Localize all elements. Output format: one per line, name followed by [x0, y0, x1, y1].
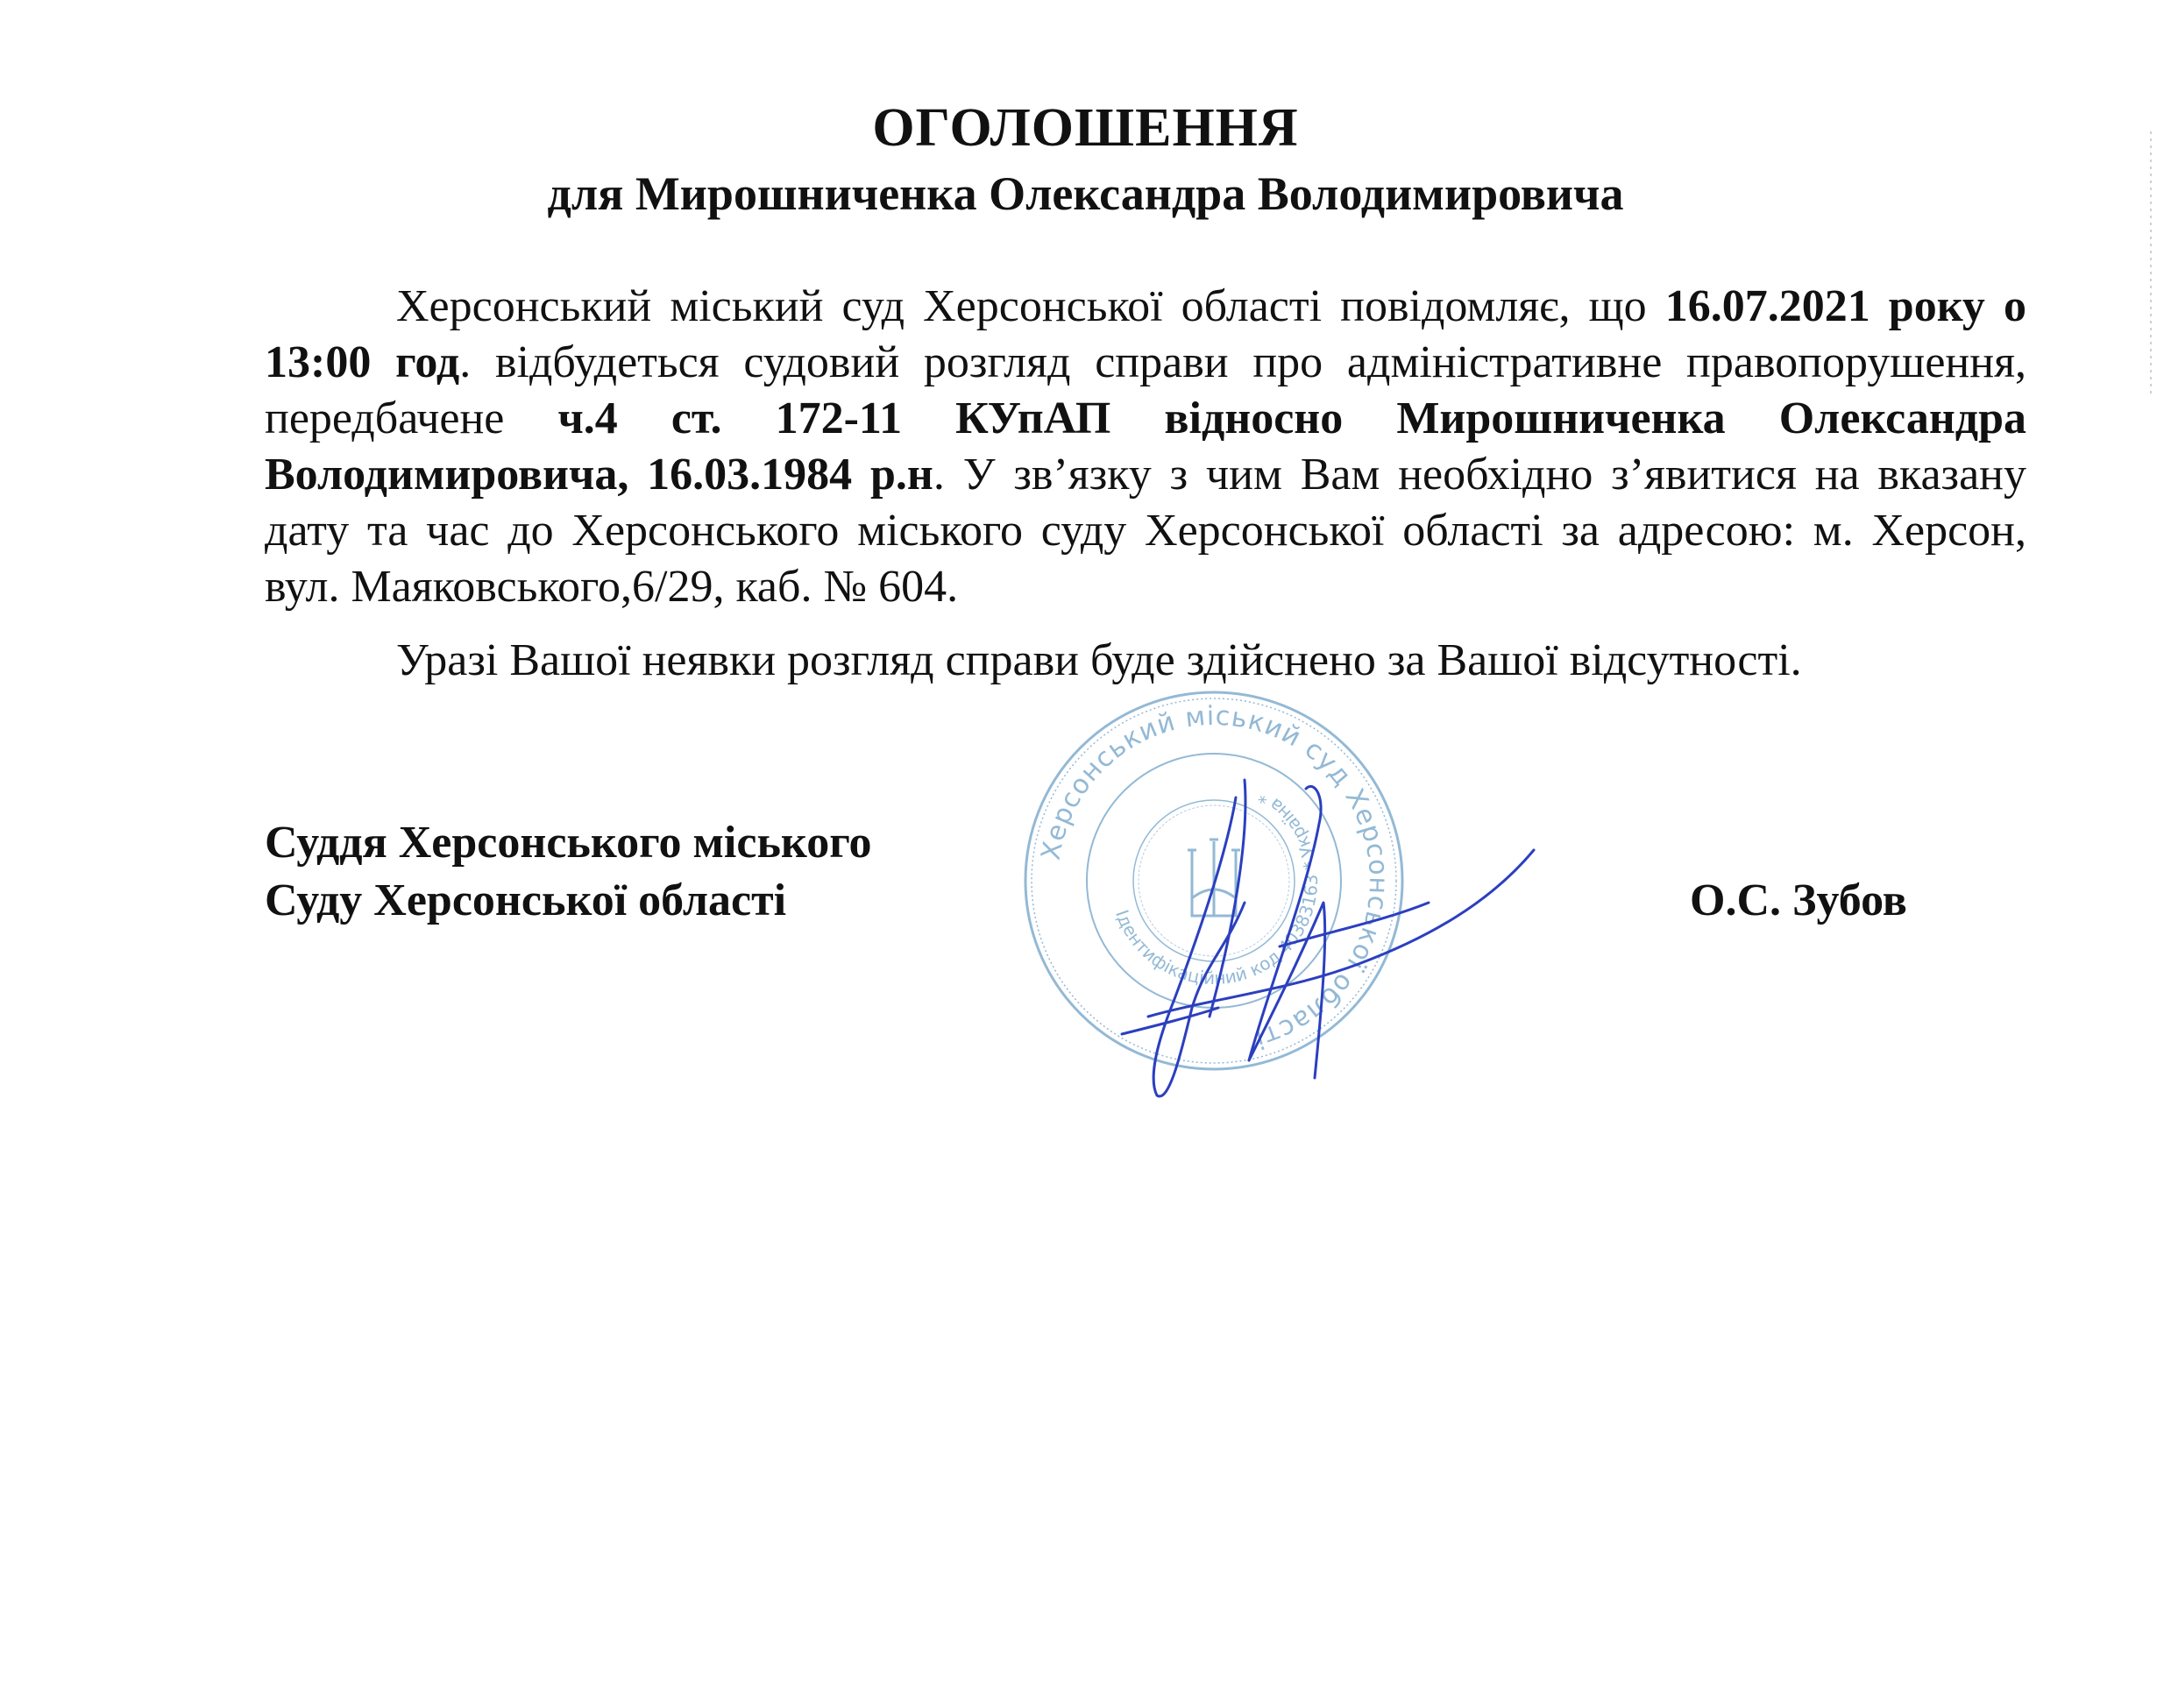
svg-text:Херсонський міський суд Херсон: Херсонський міський суд Херсонської області: [1035, 700, 1394, 1055]
document-subtitle: для Мирошниченка Олександра Володимировича: [547, 167, 1624, 220]
notice-text-middle: . відбудеться судовий розгляд справи про адміністративне правопорушення, передбачене: [265, 337, 2026, 443]
offense-and-person: ч.4 ст. 172-11 КУпАП відносно Мирошниченка Олександра Володимировича, 16.03.1984 р.н: [265, 393, 2027, 500]
hearing-datetime: 16.07.2021 року о 13:00 год: [265, 281, 2026, 387]
judge-name: О.С. Зубов: [1690, 875, 1907, 925]
judge-signature: [1096, 727, 1551, 1130]
notice-text-address: . У зв’язку з чим Вам необхідно з’явитися на вказану дату та час до Херсонського міського суду Херсонської області за адресою: м. Херсон, вул. Маяковського,6/29, каб. № 604.: [265, 450, 2026, 612]
document-title: ОГОЛОШЕННЯ: [872, 98, 1299, 158]
notice-text-intro: Херсонський міський суд Херсонської області повідомляє, що: [396, 281, 1665, 331]
absence-warning: Уразі Вашої неявки розгляд справи буде здійснено за Вашої відсутності.: [396, 635, 1802, 685]
judge-position-line2: Суду Херсонської області: [265, 875, 787, 925]
notice-paragraph: [265, 279, 2026, 615]
scan-edge-mark: [2149, 131, 2153, 394]
svg-text:Ідентифікаційний код 40383163: Ідентифікаційний код 40383163 * Україна *: [1111, 785, 1323, 989]
judge-position-line1: Суддя Херсонського міського: [265, 818, 872, 868]
